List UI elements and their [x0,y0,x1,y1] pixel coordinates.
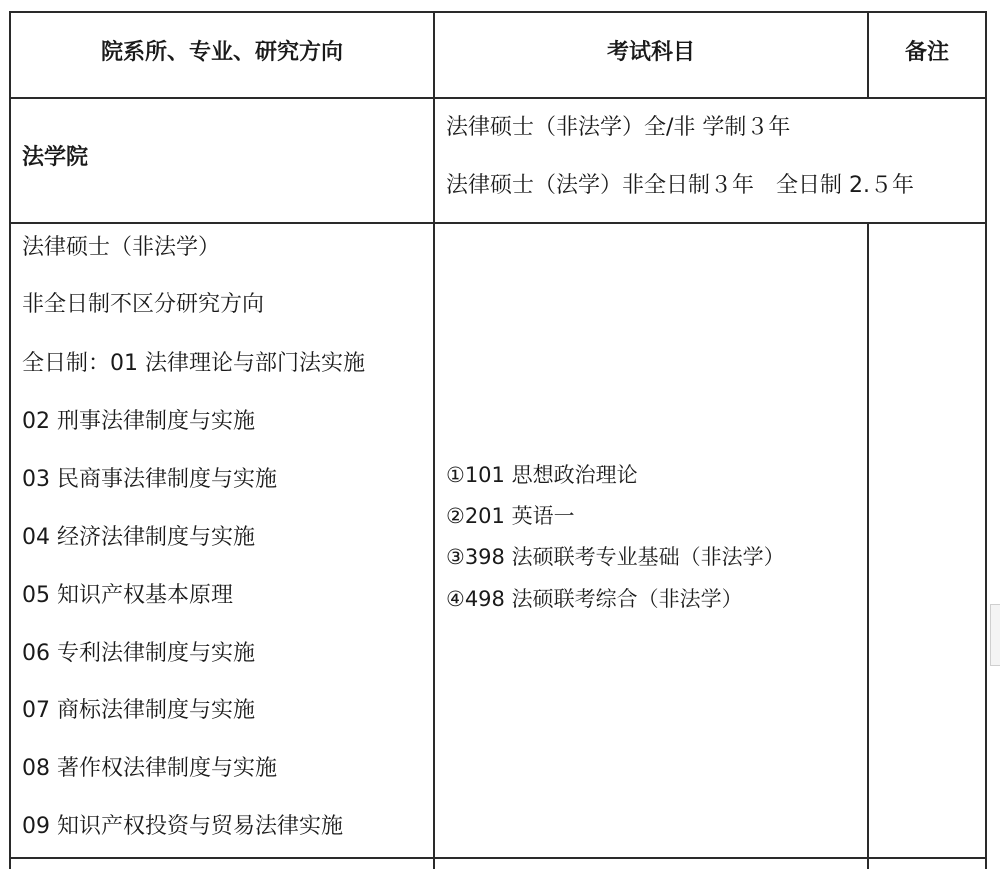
program-line: 09 知识产权投资与贸易法律实施 [22,814,343,839]
program-line: 法律硕士（非法学） [22,235,221,260]
exam-subject: ②201 英语一 [446,504,575,528]
table-row-divider [9,97,987,99]
program-line: 04 经济法律制度与实施 [22,525,255,550]
table-row-divider [9,857,987,859]
exam-subject: ④498 法硕联考综合（非法学） [446,587,743,611]
school-name: 法学院 [22,145,89,170]
table-border-left [9,11,11,869]
program-line: 全日制：01 法律理论与部门法实施 [22,351,365,376]
header-remarks: 备注 [904,40,949,65]
program-line: 07 商标法律制度与实施 [22,698,255,723]
program-line: 05 知识产权基本原理 [22,583,233,608]
table-border-top [9,11,987,13]
school-info-line: 法律硕士（法学）非全日制３年 全日制 2.５年 [446,173,914,198]
page-edge-handle [990,604,1000,666]
exam-subject: ①101 思想政治理论 [446,463,638,487]
program-line: 08 著作权法律制度与实施 [22,756,277,781]
header-exam-subjects: 考试科目 [606,40,695,65]
school-info-line: 法律硕士（非法学）全/非 学制３年 [446,115,791,140]
program-line: 06 专利法律制度与实施 [22,641,255,666]
table-row-divider [9,222,987,224]
program-line: 非全日制不区分研究方向 [22,292,265,317]
program-line: 02 刑事法律制度与实施 [22,409,255,434]
table-col-divider [867,222,869,869]
table-col-divider [433,11,435,869]
exam-subject: ③398 法硕联考专业基础（非法学） [446,545,785,569]
table-border-right [985,11,987,869]
header-department: 院系所、专业、研究方向 [100,40,343,65]
program-line: 03 民商事法律制度与实施 [22,467,277,492]
